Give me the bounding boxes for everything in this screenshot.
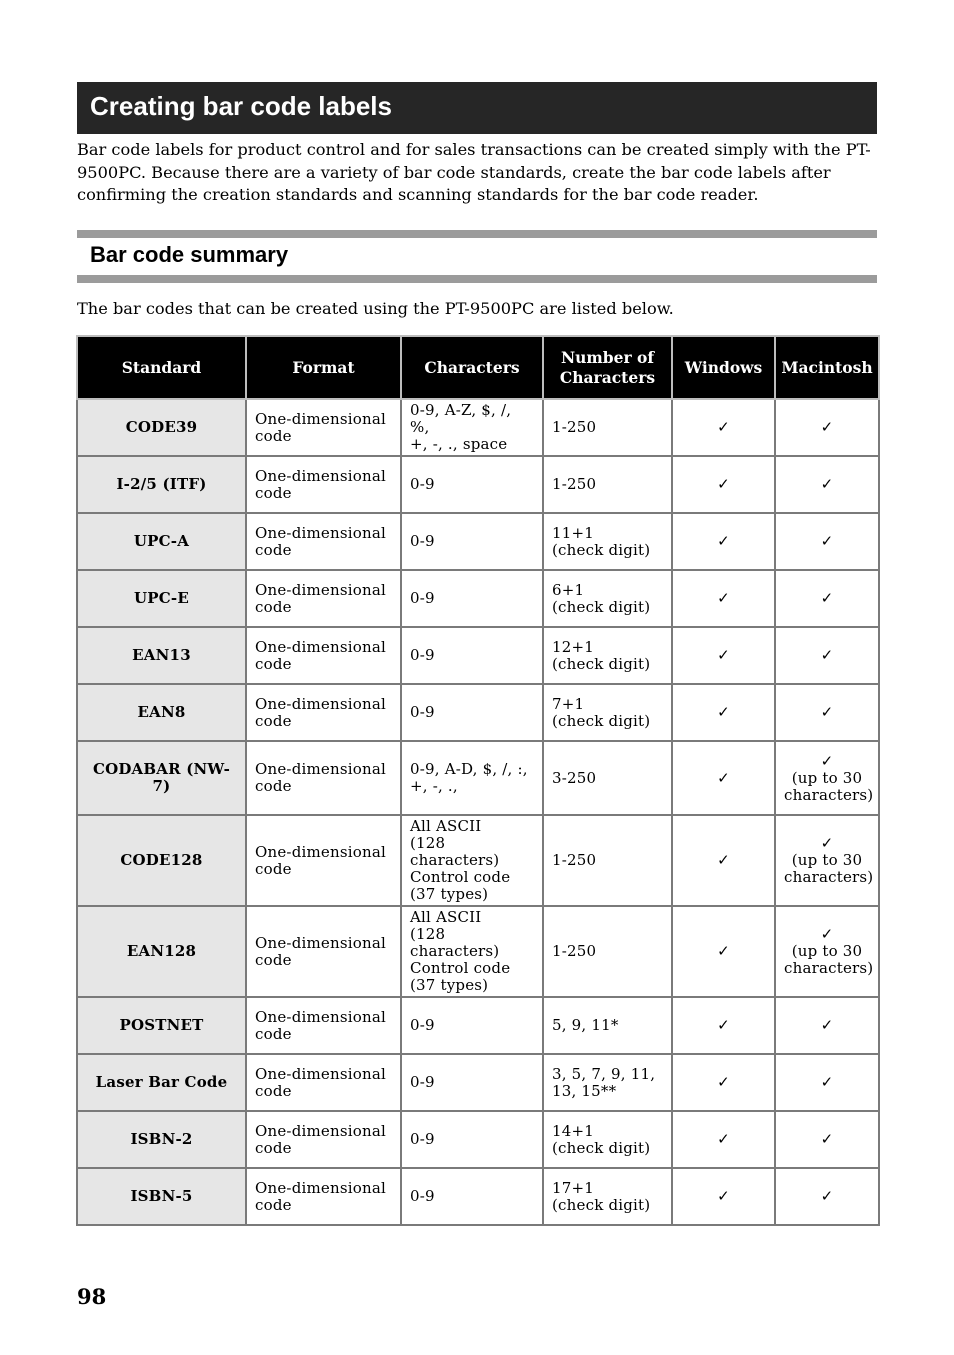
cell-windows-check [672,627,775,684]
checkmark-icon: ✓ [717,646,730,664]
cell-number-of-characters: 11+1 (check digit) [543,513,672,570]
cell-characters: 0-9 [401,1168,543,1225]
cell-macintosh-check [775,513,879,570]
cell-windows-check [672,1111,775,1168]
macintosh-note: (up to 30 characters) [784,851,874,886]
table-row [77,1054,879,1111]
column-header-characters: Characters [401,336,543,399]
table-row [77,906,879,997]
cell-format: One-dimensional code [246,456,401,513]
cell-standard: ISBN-2 [77,1111,246,1168]
cell-characters: 0-9 [401,627,543,684]
checkmark-icon: ✓ [820,834,834,852]
barcode-summary-table [76,335,880,1226]
checkmark-icon: ✓ [717,589,730,607]
table-row [77,741,879,815]
cell-macintosh-check [775,570,879,627]
cell-macintosh-check [775,997,879,1054]
cell-standard: EAN13 [77,627,246,684]
cell-characters: 0-9, A-D, $, /, :, +, -, ., [401,741,543,815]
cell-windows-check [672,997,775,1054]
cell-standard: UPC-A [77,513,246,570]
cell-windows-check [672,1168,775,1225]
checkmark-icon: ✓ [820,1187,834,1205]
cell-characters: 0-9 [401,1054,543,1111]
cell-characters: 0-9 [401,513,543,570]
table-header-row [77,336,879,399]
checkmark-icon: ✓ [820,1130,834,1148]
cell-format: One-dimensional code [246,1054,401,1111]
cell-number-of-characters: 3-250 [543,741,672,815]
cell-standard: CODABAR (NW-7) [77,741,246,815]
cell-standard: EAN128 [77,906,246,997]
cell-characters: 0-9 [401,684,543,741]
cell-number-of-characters: 14+1 (check digit) [543,1111,672,1168]
intro-paragraph: Bar code labels for product control and for sales transactions can be created simply with the PT-9500PC. Because there are a variety of bar code standards, create the bar code labels after confirming the creation standards and scanning standards for the bar code reader. [77,140,871,205]
cell-windows-check [672,513,775,570]
macintosh-note: (up to 30 characters) [784,942,874,977]
cell-format: One-dimensional code [246,815,401,906]
cell-standard: EAN8 [77,684,246,741]
cell-standard: POSTNET [77,997,246,1054]
cell-number-of-characters: 7+1 (check digit) [543,684,672,741]
cell-characters: All ASCII (128 characters) Control code (37 types) [401,906,543,997]
checkmark-icon: ✓ [820,751,834,770]
cell-macintosh-check [775,684,879,741]
cell-standard: Laser Bar Code [77,1054,246,1111]
cell-characters: 0-9 [401,456,543,513]
column-header-macintosh: Macintosh [775,336,879,399]
checkmark-icon: ✓ [820,418,834,436]
checkmark-icon: ✓ [820,925,834,943]
checkmark-icon: ✓ [717,1187,730,1205]
table-row [77,513,879,570]
cell-format: One-dimensional code [246,513,401,570]
cell-windows-check [672,1054,775,1111]
table-row [77,815,879,906]
cell-standard: UPC-E [77,570,246,627]
column-header-windows: Windows [672,336,775,399]
cell-windows-check [672,684,775,741]
cell-format: One-dimensional code [246,741,401,815]
lead-paragraph: The bar codes that can be created using the PT-9500PC are listed below. [77,299,674,318]
table-row [77,570,879,627]
cell-macintosh-check [775,1111,879,1168]
checkmark-icon: ✓ [717,475,730,493]
checkmark-icon: ✓ [717,768,730,787]
cell-number-of-characters: 6+1 (check digit) [543,570,672,627]
checkmark-icon: ✓ [717,1073,730,1091]
table-row [77,997,879,1054]
cell-characters: 0-9 [401,997,543,1054]
cell-number-of-characters: 17+1 (check digit) [543,1168,672,1225]
cell-standard: I-2/5 (ITF) [77,456,246,513]
cell-standard: CODE39 [77,399,246,456]
checkmark-icon: ✓ [820,589,834,607]
cell-windows-check [672,741,775,815]
cell-windows-check [672,456,775,513]
cell-characters: 0-9, A-Z, $, /, %, +, -, ., space [401,399,543,456]
table-row [77,1168,879,1225]
cell-macintosh-check [775,399,879,456]
cell-macintosh-check [775,456,879,513]
cell-standard: CODE128 [77,815,246,906]
table-row [77,684,879,741]
macintosh-note: (up to 30 characters) [784,768,874,804]
cell-windows-check [672,570,775,627]
table-row [77,456,879,513]
page-number: 98 [77,1284,107,1309]
cell-windows-check [672,906,775,997]
cell-standard: ISBN-5 [77,1168,246,1225]
cell-number-of-characters: 1-250 [543,906,672,997]
cell-format: One-dimensional code [246,570,401,627]
table-row [77,627,879,684]
column-header-standard: Standard [77,336,246,399]
cell-characters: 0-9 [401,1111,543,1168]
cell-macintosh-check [775,1054,879,1111]
cell-number-of-characters: 1-250 [543,399,672,456]
cell-format: One-dimensional code [246,399,401,456]
cell-number-of-characters: 1-250 [543,456,672,513]
checkmark-icon: ✓ [820,646,834,664]
cell-number-of-characters: 3, 5, 7, 9, 11, 13, 15** [543,1054,672,1111]
table-row [77,399,879,456]
cell-number-of-characters: 1-250 [543,815,672,906]
cell-macintosh-check [775,627,879,684]
cell-macintosh-check [775,741,879,815]
cell-format: One-dimensional code [246,684,401,741]
cell-number-of-characters: 5, 9, 11* [543,997,672,1054]
checkmark-icon: ✓ [717,942,730,960]
cell-macintosh-check [775,815,879,906]
cell-number-of-characters: 12+1 (check digit) [543,627,672,684]
checkmark-icon: ✓ [717,532,730,550]
checkmark-icon: ✓ [717,1016,730,1034]
table-row [77,1111,879,1168]
cell-format: One-dimensional code [246,1111,401,1168]
cell-format: One-dimensional code [246,906,401,997]
checkmark-icon: ✓ [820,1016,834,1034]
cell-windows-check [672,399,775,456]
cell-macintosh-check [775,1168,879,1225]
checkmark-icon: ✓ [820,703,834,721]
checkmark-icon: ✓ [820,475,834,493]
section-rule-bottom [77,275,877,283]
checkmark-icon: ✓ [820,532,834,550]
cell-format: One-dimensional code [246,1168,401,1225]
cell-characters: 0-9 [401,570,543,627]
checkmark-icon: ✓ [717,703,730,721]
checkmark-icon: ✓ [717,851,730,869]
page-title: Creating bar code labels [77,82,877,134]
column-header-format: Format [246,336,401,399]
column-header-number-of-characters: Number of Characters [543,336,672,399]
section-title: Bar code summary [90,242,289,267]
cell-macintosh-check [775,906,879,997]
cell-format: One-dimensional code [246,997,401,1054]
section-rule-top [77,230,877,238]
checkmark-icon: ✓ [717,1130,730,1148]
checkmark-icon: ✓ [717,418,730,436]
cell-characters: All ASCII (128 characters) Control code (37 types) [401,815,543,906]
checkmark-icon: ✓ [820,1073,834,1091]
cell-windows-check [672,815,775,906]
cell-format: One-dimensional code [246,627,401,684]
